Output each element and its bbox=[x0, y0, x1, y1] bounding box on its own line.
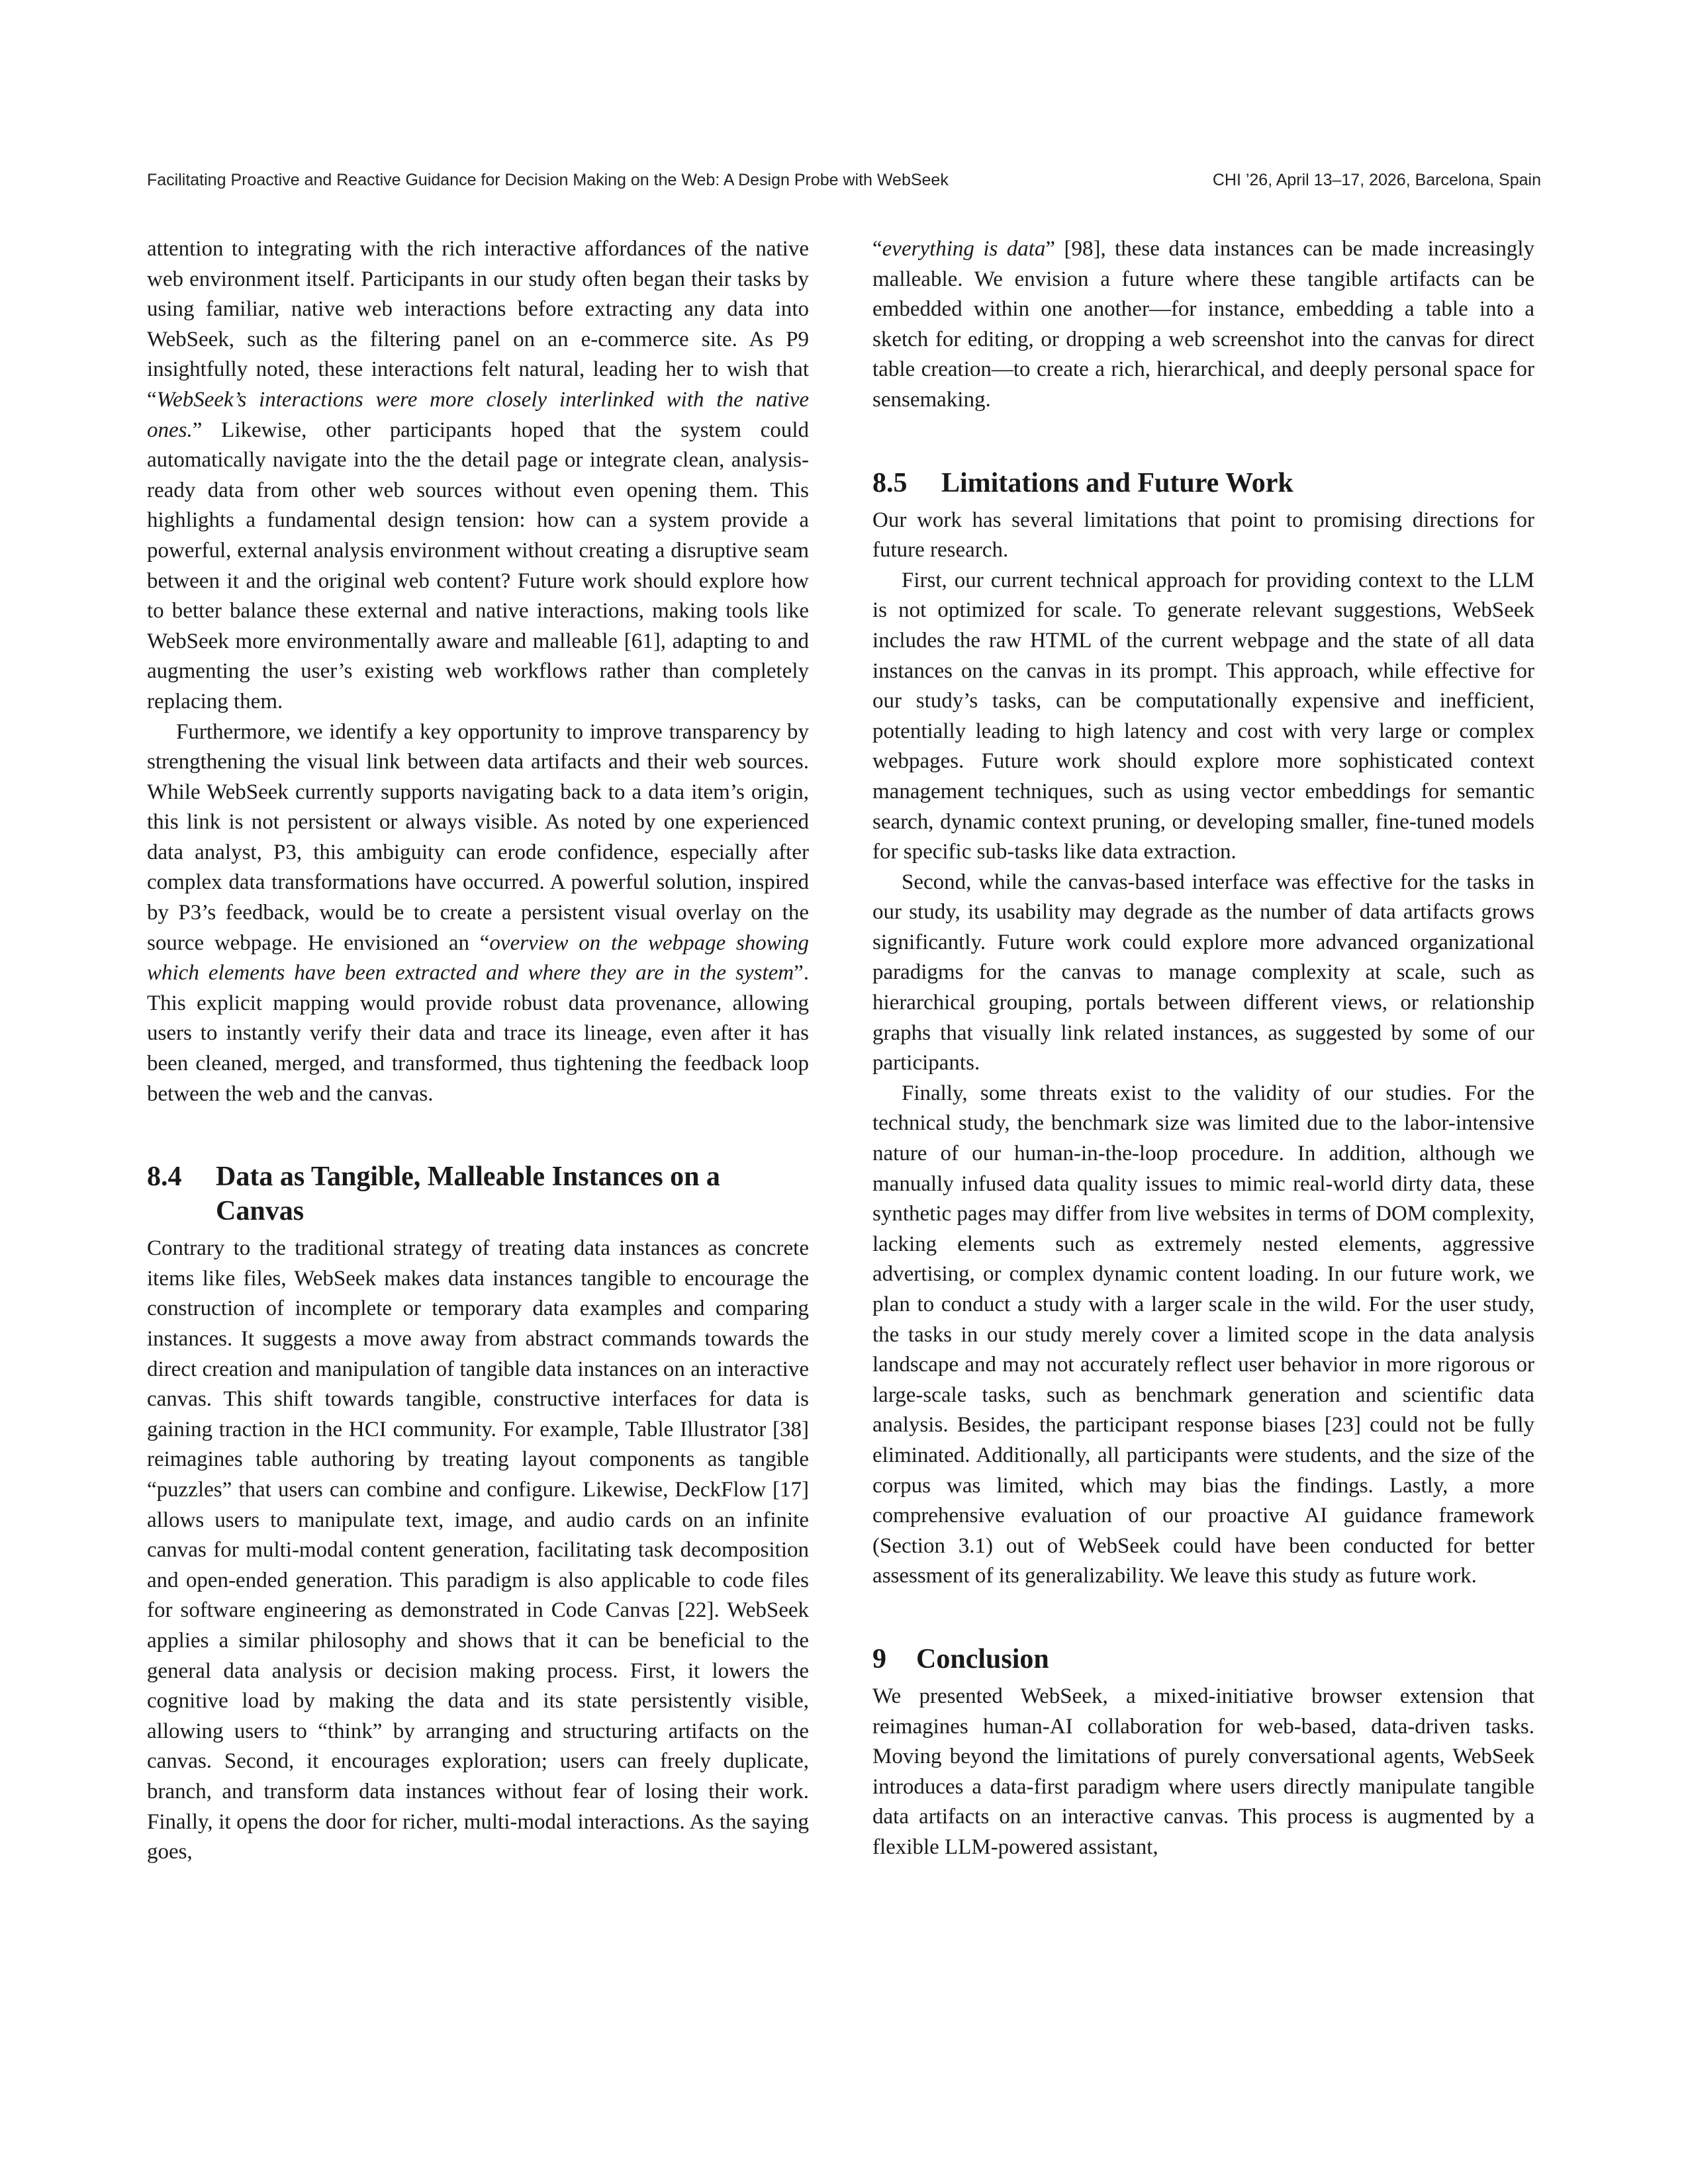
conference-info: CHI ’26, April 13–17, 2026, Barcelona, Spain bbox=[1212, 171, 1541, 189]
section-heading-8-4 bbox=[147, 1160, 809, 1228]
section-title: Data as Tangible, Malleable Instances on a Canvas bbox=[216, 1161, 720, 1227]
section-number: 9 bbox=[872, 1643, 886, 1674]
running-title: Facilitating Proactive and Reactive Guidance for Decision Making on the Web: A Design Probe with WebSeek bbox=[147, 171, 949, 189]
paragraph-limitation-validity: Finally, some threats exist to the validity of our studies. For the technical study, the benchmark size was limited due to the labor-intensive nature of our human-in-the-loop procedure. In addition, although we manually infused data quality issues to mimic real-world dirty data, these synthetic pages may differ from live websites in terms of DOM complexity, lacking elements such as extremely nested elements, aggressive advertising, or complex dynamic content loading. In our future work, we plan to conduct a study with a larger scale in the wild. For the user study, the tasks in our study merely cover a limited scope in the data analysis landscape and may not accurately reflect user behavior in more rigorous or large-scale tasks, such as benchmark generation and scientific data analysis. Besides, the participant response biases [23] could not be fully eliminated. Additionally, all participants were students, and the size of the corpus was limited, which may bias the findings. Lastly, a more comprehensive evaluation of our proactive AI guidance framework (Section 3.1) out of WebSeek could have been conducted for better assessment of its generalizability. We leave this study as future work. bbox=[872, 1081, 1534, 1588]
paragraph-conclusion: We presented WebSeek, a mixed-initiative browser extension that reimagines human-AI collaboration for web-based, data-driven tasks. Moving beyond the limitations of purely conversational agents, WebSeek introduces a data-first paradigm where users directly manipulate tangible data artifacts on an interactive canvas. This process is augmented by a flexible LLM-powered assistant, bbox=[872, 1684, 1534, 1859]
section-title: Limitations and Future Work bbox=[941, 467, 1293, 498]
running-header bbox=[147, 167, 1541, 193]
right-column bbox=[872, 234, 1534, 1863]
section-number: 8.5 bbox=[872, 467, 908, 498]
section-number: 8.4 bbox=[147, 1161, 182, 1193]
paragraph-native-web: attention to integrating with the rich interactive affordances of the native web environment itself. Participants in our study often began their tasks by using familiar, native web interactions before extracting any data into WebSeek, such as the filtering panel on an e-commerce site. As P9 insightfully noted, these interactions felt natural, leading her to wish that “WebSeek’s interactions were more closely interlinked with the native ones.” Likewise, other participants hoped that the system could automatically navigate into the the detail page or integrate clean, analysis-ready data from other web sources without even opening them. This highlights a fundamental design tension: how can a system provide a powerful, external analysis environment without creating a disruptive seam between it and the original web content? Future work should explore how to better balance these external and native interactions, making tools like WebSeek more environmentally aware and malleable [61], adapting to and augmenting the user’s existing web workflows rather than completely replacing them. bbox=[147, 237, 809, 713]
section-heading-9 bbox=[872, 1642, 1534, 1676]
paragraph-limitations-intro: Our work has several limitations that point to promising directions for future research. bbox=[872, 508, 1534, 563]
paragraph-limitation-scale: First, our current technical approach for providing context to the LLM is not optimized for scale. To generate relevant suggestions, WebSeek includes the raw HTML of the current webpage and the state of all data instances on the canvas in its prompt. This approach, while effective for our study’s tasks, can be computationally expensive and inefficient, potentially leading to high latency and cost with very large or complex webpages. Future work should explore more sophisticated context management techniques, such as using vector embeddings for semantic search, dynamic context pruning, or developing smaller, fine-tuned models for specific sub-tasks like data extraction. bbox=[872, 568, 1534, 864]
paragraph-transparency: Furthermore, we identify a key opportunity to improve transparency by strengthening the visual link between data artifacts and their web sources. While WebSeek currently supports navigating back to a data item’s origin, this link is not persistent or always visible. As noted by one experienced data analyst, P3, this ambiguity can erode confidence, especially after complex data transformations have occurred. A powerful solution, inspired by P3’s feedback, would be to create a persistent visual overlay on the source webpage. He envisioned an “overview on the webpage showing which elements have been extracted and where they are in the system”. This explicit mapping would provide robust data provenance, allowing users to instantly verify their data and trace its lineage, even after it has been cleaned, merged, and transformed, thus tightening the feedback loop between the web and the canvas. bbox=[147, 719, 809, 1106]
left-column bbox=[147, 234, 809, 1868]
quote-everything-is-data: everything is data bbox=[882, 237, 1046, 261]
quote-p9: WebSeek’s interactions were more closely interlinked with the native ones. bbox=[147, 387, 809, 442]
section-heading-8-5 bbox=[872, 466, 1534, 500]
paragraph-malleable: “everything is data” [98], these data instances can be made increasingly malleable. We envision a future where these tangible artifacts can be embedded within one another—for instance, embedding a table into a sketch for editing, or dropping a web screenshot into the canvas for direct table creation—to create a rich, hierarchical, and deeply personal space for sensemaking. bbox=[872, 237, 1534, 412]
section-title: Conclusion bbox=[916, 1643, 1049, 1674]
paragraph-limitation-canvas: Second, while the canvas-based interface was effective for the tasks in our study, its usability may degrade as the number of data artifacts grows significantly. Future work could explore more advanced organizational paradigms for the canvas to manage complexity at scale, such as hierarchical grouping, portals between different views, or relationship graphs that visually link related instances, as suggested by some of our participants. bbox=[872, 870, 1534, 1075]
paragraph-tangible-data: Contrary to the traditional strategy of treating data instances as concrete items like files, WebSeek makes data instances tangible to encourage the construction of incomplete or temporary data examples and comparing instances. It suggests a move away from abstract commands towards the direct creation and manipulation of tangible data instances on an interactive canvas. This shift towards tangible, constructive interfaces for data is gaining traction in the HCI community. For example, Table Illustrator [38] reimagines table authoring by treating layout components as tangible “puzzles” that users can combine and configure. Likewise, DeckFlow [17] allows users to manipulate text, image, and audio cards on an infinite canvas for multi-modal content generation, facilitating task decomposition and open-ended generation. This paradigm is also applicable to code files for software engineering as demonstrated in Code Canvas [22]. WebSeek applies a similar philosophy and shows that it can be beneficial to the general data analysis or decision making process. First, it lowers the cognitive load by making the data and its state persistently visible, allowing users to “think” by arranging and structuring artifacts on the canvas. Second, it encourages exploration; users can freely duplicate, branch, and transform data instances without fear of losing their work. Finally, it opens the door for richer, multi-modal interactions. As the saying goes, bbox=[147, 1236, 809, 1864]
quote-p3: overview on the webpage showing which elements have been extracted and where they are in the system bbox=[147, 931, 809, 985]
